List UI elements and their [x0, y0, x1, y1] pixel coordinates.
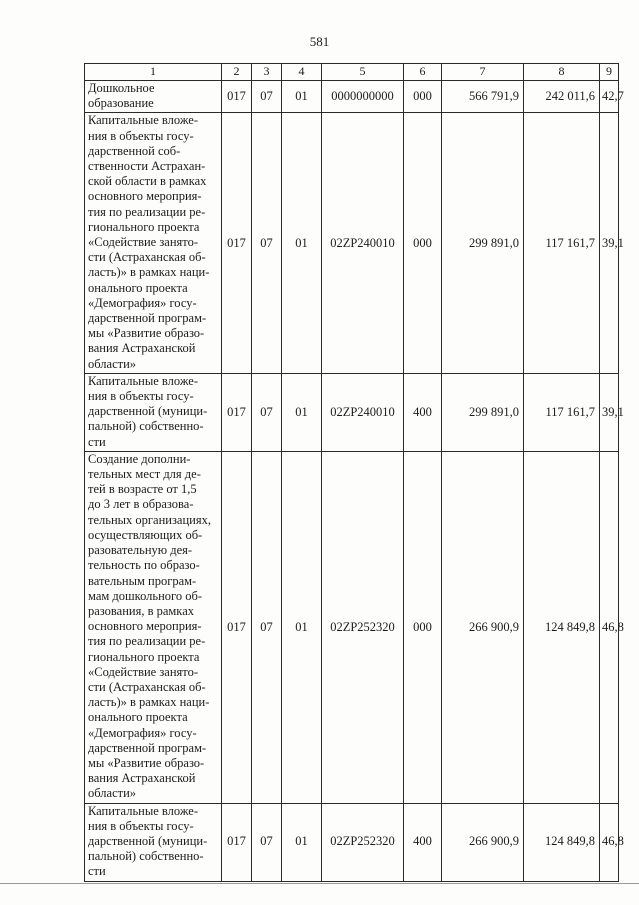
executed-amount: 117 161,7 [524, 113, 600, 373]
planned-amount: 266 900,9 [442, 803, 524, 881]
execution-percent: 42,7 [600, 81, 619, 113]
ministry-code: 017 [222, 81, 252, 113]
column-header: 1 [85, 64, 222, 81]
planned-amount: 566 791,9 [442, 81, 524, 113]
section-code: 07 [252, 373, 282, 451]
ministry-code: 017 [222, 803, 252, 881]
table-row [85, 373, 619, 451]
target-article-code: 02ZP252320 [322, 451, 404, 803]
table-row [85, 451, 619, 803]
row-name: Капитальные вложе- ния в объекты госу- дарственной соб- ственности Астрахан- ской области в рамках основного мероприя- тия по реализации ре- гионального проекта «Содействие занято- сти (Астраханская об- ласть)» в рамках наци- онального проекта «Демография» госу- дарственной програм- мы «Развитие образо- вания Астраханской области» [85, 113, 222, 373]
header-row [85, 64, 619, 81]
planned-amount: 299 891,0 [442, 373, 524, 451]
column-header: 9 [600, 64, 619, 81]
target-article-code: 02ZP252320 [322, 803, 404, 881]
ministry-code: 017 [222, 451, 252, 803]
page-bottom-rule [0, 883, 639, 884]
execution-percent: 46,8 [600, 803, 619, 881]
execution-percent: 39,1 [600, 373, 619, 451]
row-name: Создание дополни- тельных мест для де- тей в возрасте от 1,5 до 3 лет в образова- тельных организациях, осуществляющих об- разовательную дея- тельность по образо- вательным програм- мам дошкольного об- разования, в рамках основного мероприя- тия по реализации ре- гионального проекта «Содействие занято- сти (Астраханская об- ласть)» в рамках наци- онального проекта «Демография» госу- дарственной програм- мы «Развитие образо- вания Астраханской области» [85, 451, 222, 803]
execution-percent: 46,8 [600, 451, 619, 803]
ministry-code: 017 [222, 113, 252, 373]
subsection-code: 01 [282, 373, 322, 451]
subsection-code: 01 [282, 803, 322, 881]
target-article-code: 02ZP240010 [322, 113, 404, 373]
planned-amount: 299 891,0 [442, 113, 524, 373]
row-name: Капитальные вложе- ния в объекты госу- дарственной (муници- пальной) собственно- сти [85, 373, 222, 451]
expense-type-code: 000 [404, 81, 442, 113]
execution-percent: 39,1 [600, 113, 619, 373]
column-header: 5 [322, 64, 404, 81]
section-code: 07 [252, 803, 282, 881]
subsection-code: 01 [282, 451, 322, 803]
expense-type-code: 400 [404, 803, 442, 881]
column-header: 8 [524, 64, 600, 81]
budget-table [84, 63, 624, 882]
page-number: 581 [309, 34, 330, 49]
subsection-code: 01 [282, 81, 322, 113]
target-article-code: 02ZP240010 [322, 373, 404, 451]
expense-type-code: 000 [404, 113, 442, 373]
column-header: 7 [442, 64, 524, 81]
expense-type-code: 400 [404, 373, 442, 451]
subsection-code: 01 [282, 113, 322, 373]
row-name: Капитальные вложе- ния в объекты госу- дарственной (муници- пальной) собственно- сти [85, 803, 222, 881]
column-header: 2 [222, 64, 252, 81]
table-row [85, 803, 619, 881]
column-header: 4 [282, 64, 322, 81]
column-header: 6 [404, 64, 442, 81]
section-code: 07 [252, 113, 282, 373]
row-name: Дошкольное образование [85, 81, 222, 113]
section-code: 07 [252, 451, 282, 803]
planned-amount: 266 900,9 [442, 451, 524, 803]
executed-amount: 117 161,7 [524, 373, 600, 451]
column-header: 3 [252, 64, 282, 81]
ministry-code: 017 [222, 373, 252, 451]
table-row [85, 81, 619, 113]
section-code: 07 [252, 81, 282, 113]
target-article-code: 0000000000 [322, 81, 404, 113]
executed-amount: 242 011,6 [524, 81, 600, 113]
expense-type-code: 000 [404, 451, 442, 803]
executed-amount: 124 849,8 [524, 451, 600, 803]
executed-amount: 124 849,8 [524, 803, 600, 881]
table-row [85, 113, 619, 373]
